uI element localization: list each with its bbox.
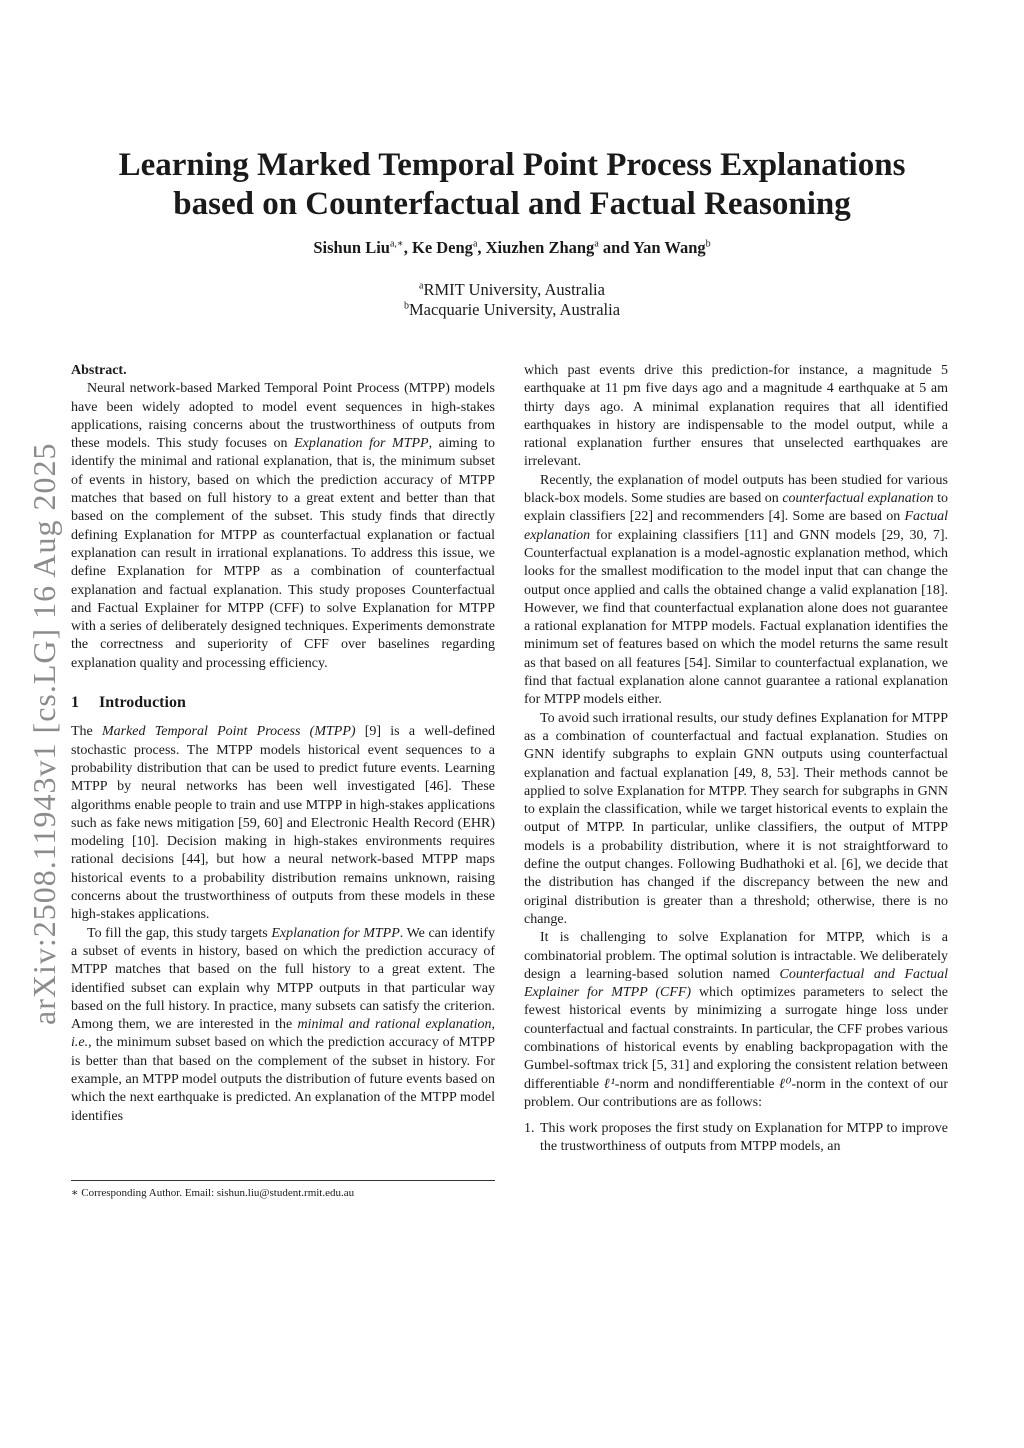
list-text: This work proposes the first study on Explanation for MTPP to improve the trustworthiness of outputs from MTPP models, an	[540, 1121, 948, 1155]
section-title: Introduction	[99, 694, 186, 712]
author-name: Ke Deng	[411, 238, 473, 257]
author-name: Yan Wang	[633, 238, 706, 257]
paragraph: It is challenging to solve Explanation for MTPP, which is a combinatorial problem. The optimal solution is intractable. We deliberately design a learning-based solution named Counterfactual and Factual Explainer for MTPP (CFF) which optimizes parameters to select the fewest historical events by minimizing a surrogate hinge loss under counterfactual and factual constraints. In particular, the CFF probes various combinations of historical events by enabling backpropagation with the Gumbel-softmax trick [5, 31] and exploring the consistent relation between differentiable ℓ¹-norm and nondifferentiable ℓ⁰-norm in the context of our problem. Our contributions are as follows:	[524, 930, 949, 1110]
paragraph: To avoid such irrational results, our study defines Explanation for MTPP as a combination of counterfactual and factual explanation. Studies on GNN identify subgraphs to explain GNN outputs using counterfactual explanation and factual explanation [49, 8, 53]. Their methods cannot be applied to solve Explanation for MTPP. They search for subgraphs in GNN to explain the classification, while we target historical events to explain the output of MTPP. In particular, unlike classifiers, the output of MTPP models is a probability distribution, where it is not straightforward to define the output changes. Following Budhathoki et al. [6], we decide that the distribution has changed if the discrepancy between the new and original distribution is greater than a threshold; otherwise, there is no change.	[524, 710, 948, 927]
author-name: Sishun Liu	[313, 238, 390, 257]
affiliation-mark: a	[419, 280, 424, 292]
affiliation-text: Macquarie University, Australia	[408, 300, 621, 319]
author-affiliation-mark: a,∗	[389, 238, 404, 250]
title-line-1: Learning Marked Temporal Point Process Explanations	[118, 147, 906, 183]
paragraph: To fill the gap, this study targets Explanation for MTPP. We can identify a subset of events in history, based on which the prediction accuracy of MTPP matches that based on the full history to a great extent. The identified subset can explain why MTPP outputs in that particular way based on the full history. In practice, many subsets can satisfy the criterion. Among them, we are interested in the minimal and rational explanation, i.e., the minimum subset based on which the prediction accuracy of MTPP is better than that based on the complement of the subset in history. For example, an MTPP model outputs the distribution of future events based on which the next earthquake is predicted. An explanation of the MTPP model identifies	[71, 925, 496, 1124]
author-affiliation-mark: a	[472, 238, 478, 250]
abstract-heading: Abstract.	[71, 363, 127, 378]
author-separator: ,	[477, 238, 486, 257]
footnote-rule	[71, 1180, 495, 1181]
paragraph: which past events drive this prediction-for instance, a magnitude 5 earthquake at 11 pm five days ago and a magnitude 4 earthquake at 5 am thirty days ago. A minimal explanation requires that all identified earthquakes in history are indispensable to the model output, while a rational explanation further ensures that unselected earthquakes are irrelevant.	[524, 363, 948, 470]
author-conjunction: and	[598, 238, 634, 257]
author-name: Xiuzhen Zhang	[485, 238, 595, 257]
contribution-list-item	[524, 1120, 948, 1157]
footnote	[71, 1186, 495, 1200]
left-column	[71, 362, 495, 1126]
section-number: 1	[71, 694, 79, 712]
affiliation-text: RMIT University, Australia	[423, 280, 605, 299]
title-line-2: based on Counterfactual and Factual Reasoning	[173, 186, 851, 222]
affiliation	[60, 300, 964, 320]
affiliation	[60, 280, 964, 300]
footnote-text: Corresponding Author. Email: sishun.liu@student.rmit.edu.au	[78, 1187, 355, 1199]
author-list	[60, 238, 964, 258]
paper-title	[60, 146, 964, 224]
author-affiliation-mark: b	[705, 238, 711, 250]
list-number: 1.	[524, 1121, 535, 1137]
footnote-mark: ∗	[71, 1187, 79, 1199]
arxiv-identifier: arXiv:2508.11943v1 [cs.LG] 16 Aug 2025	[26, 442, 62, 1025]
paragraph: Recently, the explanation of model outputs has been studied for various black-box models. Some studies are based on counterfactual explanation to explain classifiers [22] and recommenders [4]. Some are based on Factual explanation for explaining classifiers [11] and GNN models [29, 30, 7]. Counterfactual explanation is a model-agnostic explanation method, which looks for the smallest modification to the model input that can change the output once applied and calls the obtained change a valid explanation [18]. However, we find that counterfactual explanation alone does not guarantee a rational explanation for MTPP models. Factual explanation identifies the minimum set of features based on which the model returns the same result as that based on all features [54]. Similar to counterfactual explanation, we find that factual explanation alone cannot guarantee a rational explanation for MTPP models either.	[524, 472, 949, 708]
section-heading	[71, 694, 495, 712]
right-column	[524, 362, 948, 1157]
affiliation-mark: b	[403, 300, 409, 312]
abstract-body: Neural network-based Marked Temporal Point Process (MTPP) models have been widely adopted to model event sequences in high-stakes applications, raising concerns about the trustworthiness of outputs from these models. This study focuses on Explanation for MTPP, aiming to identify the minimal and rational explanation, that is, the minimum subset of events in history, based on which the prediction accuracy of MTPP matches that based on full history to a great extent and better than that based on the complement of the subset. This study finds that directly defining Explanation for MTPP as counterfactual explanation or factual explanation can result in irrational explanations. To address this issue, we define Explanation for MTPP as a combination of counterfactual explanation and factual explanation. This study proposes Counterfactual and Factual Explainer for MTPP (CFF) to solve Explanation for MTPP with a series of deliberately designed techniques. Experiments demonstrate the correctness and superiority of CFF over baselines regarding explanation quality and processing efficiency.	[71, 381, 495, 671]
author-separator: ,	[403, 238, 412, 257]
paragraph: The Marked Temporal Point Process (MTPP) [9] is a well-defined stochastic process. The MTPP models historical event sequences to a probability distribution that can be used to predict future events. Learning MTPP by neural networks has been well investigated [46]. These algorithms enable people to train and use MTPP in high-stakes applications such as fake news mitigation [59, 60] and Electronic Health Record (EHR) modeling [10]. Decision making in high-stakes environments requires rational decisions [44], but how a neural network-based MTPP maps historical events to a probability distribution remains unknown, raising concerns about the trustworthiness of outputs from these models in these high-stakes applications.	[71, 724, 496, 923]
author-affiliation-mark: a	[594, 238, 599, 250]
